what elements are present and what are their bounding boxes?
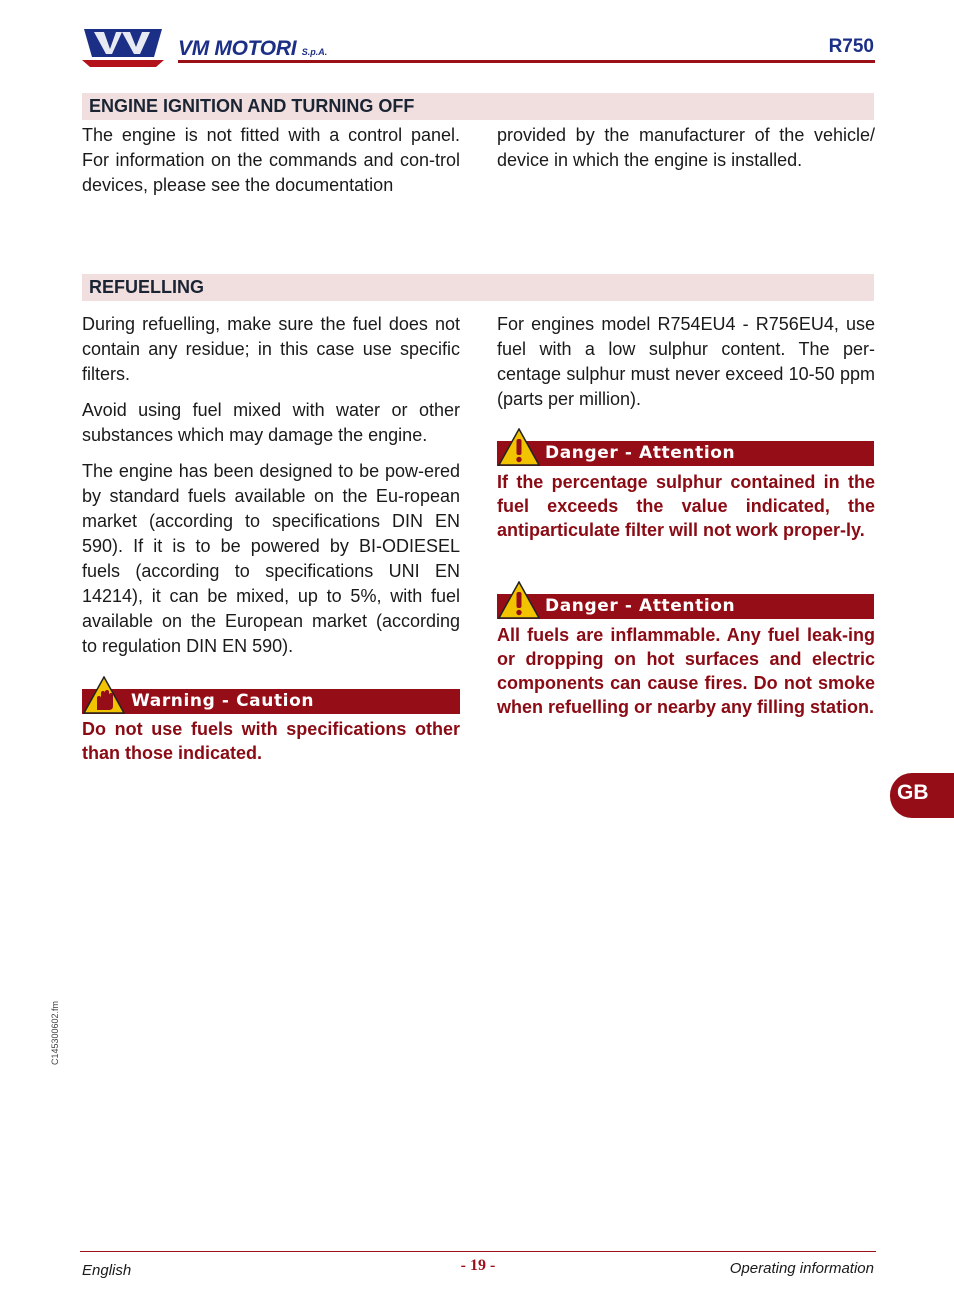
brand-name: VM MOTORI S.p.A. xyxy=(178,37,328,60)
language-tab-label: GB xyxy=(897,781,929,804)
exclamation-triangle-icon xyxy=(498,581,540,624)
footer-language: English xyxy=(82,1262,132,1279)
ignition-left-text: The engine is not fitted with a control panel. For information on the commands and con-trol devices, please see the documentation xyxy=(82,125,460,195)
paragraph: During refuelling, make sure the fuel does not contain any residue; in this case use specific filters. xyxy=(82,314,460,384)
page-number: - 19 - xyxy=(460,1257,496,1274)
refuelling-left-column xyxy=(82,312,460,670)
file-code: C145300602.fm xyxy=(50,1000,60,1065)
danger-text: If the percentage sulphur contained in the fuel exceeds the value indicated, the antiparticulate filter will not work proper-ly. xyxy=(497,472,875,540)
section-title-refuelling: REFUELLING xyxy=(89,277,204,297)
danger-text: All fuels are inflammable. Any fuel leak-ing or dropping on hot surfaces and electric components can cause fires. Do not smoke when refuelling or nearby any filling station. xyxy=(497,625,875,717)
vm-logo xyxy=(82,27,164,69)
warning-label: Warning - Caution xyxy=(131,691,315,711)
footer-section: Operating information xyxy=(729,1260,874,1277)
danger-label: Danger - Attention xyxy=(545,596,736,616)
header-rule xyxy=(178,60,875,63)
paragraph: The engine has been designed to be pow-ered by standard fuels available on the Eu-ropean market (according to specifications DIN EN 590). If it is to be powered by BI-ODIESEL fuels (according to specifications UNI EN 14214), it can be mixed, up to 5%, with fuel available on the European market (according to regulation DIN EN 590). xyxy=(82,461,460,656)
warning-text: Do not use fuels with specifications other than those indicated. xyxy=(82,719,460,763)
ignition-right-text: provided by the manufacturer of the vehicle/ device in which the engine is installed. xyxy=(497,125,875,170)
model-label: R750 xyxy=(828,36,874,57)
section-title-ignition: ENGINE IGNITION AND TURNING OFF xyxy=(89,96,415,116)
exclamation-triangle-icon xyxy=(498,428,540,471)
footer-rule xyxy=(80,1251,876,1252)
hand-stop-icon xyxy=(83,676,125,719)
paragraph: Avoid using fuel mixed with water or other substances which may damage the engine. xyxy=(82,400,460,445)
refuelling-right-text: For engines model R754EU4 - R756EU4, use fuel with a low sulphur content. The per-centage sulphur must never exceed 10-50 ppm (parts per million). xyxy=(497,314,875,409)
danger-label: Danger - Attention xyxy=(545,443,736,463)
